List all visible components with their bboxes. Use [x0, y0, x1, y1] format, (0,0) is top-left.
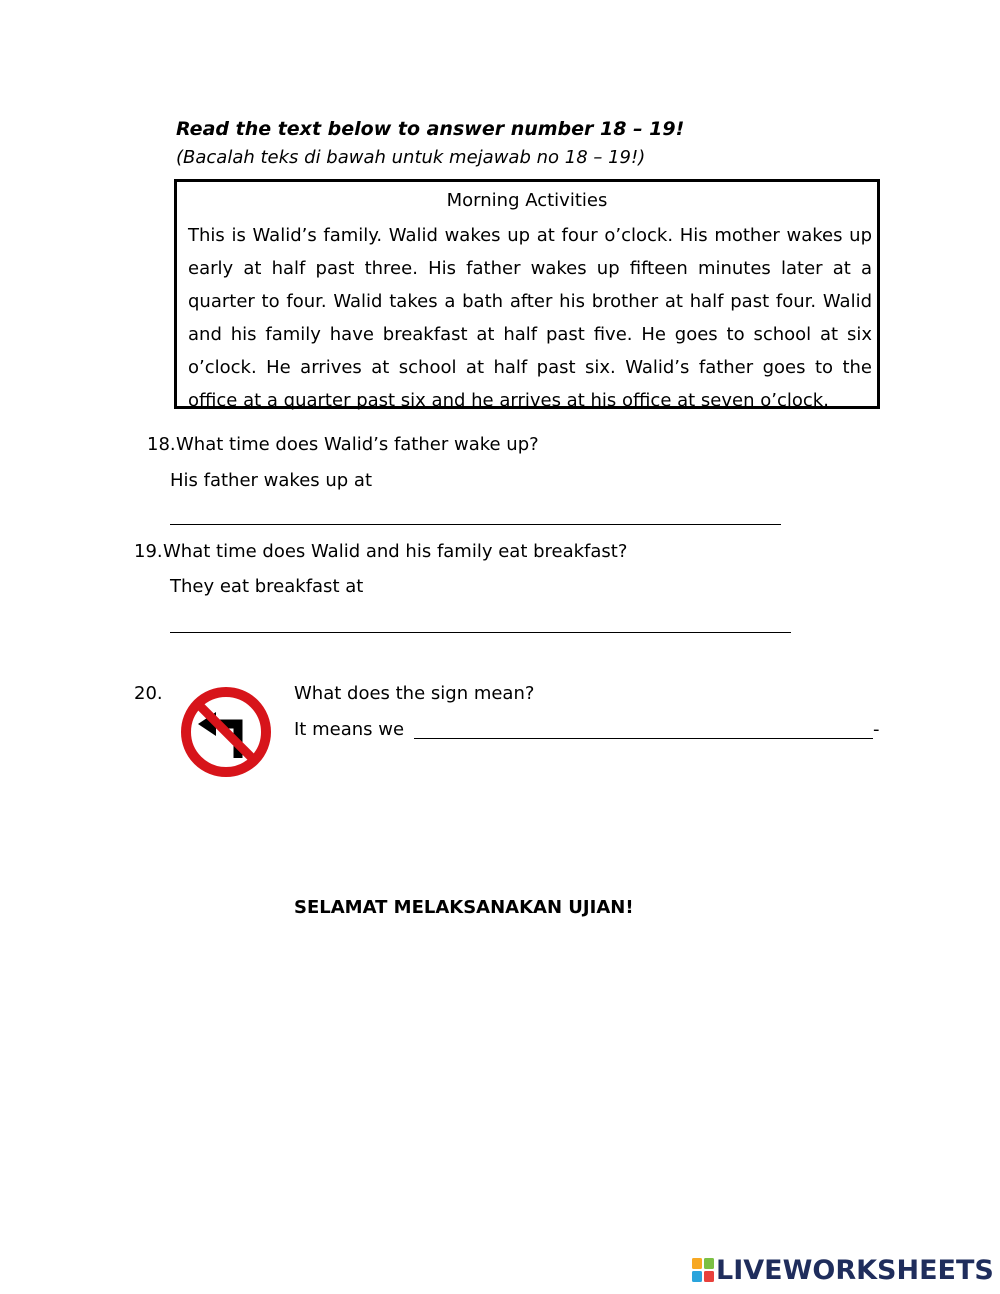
- reading-box-body: This is Walid’s family. Walid wakes up at four o’clock. His mother wakes up early at half past three. His father wakes up fifteen minutes later at a quarter to four. Walid takes a bath after his brother at half past four. Walid and his family have breakfast at half past five. He goes to school at six o’clock. He arrives at school at half past six. Walid’s father goes to the office at a quarter past six and he arrives at his office at seven o’clock.: [188, 225, 872, 411]
- question-18-answer-prompt: His father wakes up at: [170, 470, 373, 491]
- question-19-number: 19.: [134, 541, 163, 562]
- liveworksheets-logo-icon: [692, 1258, 714, 1282]
- liveworksheets-brand: [692, 1254, 994, 1286]
- question-19-text: What time does Walid and his family eat breakfast?: [163, 541, 628, 562]
- question-19-answer-line[interactable]: [170, 632, 791, 633]
- question-20-answer-line[interactable]: [414, 738, 873, 739]
- question-18-number: 18.: [147, 434, 176, 455]
- question-20-answer-suffix: -: [873, 719, 880, 740]
- question-20-answer-prompt: It means we: [294, 719, 405, 740]
- no-left-turn-sign-icon: [180, 686, 272, 778]
- instructions-subtitle: (Bacalah teks di bawah untuk mejawab no 18 – 19!): [176, 147, 646, 168]
- brand-name: LIVEWORKSHEETS: [716, 1254, 994, 1286]
- question-20-number: 20.: [134, 683, 163, 704]
- closing-message: SELAMAT MELAKSANAKAN UJIAN!: [294, 897, 634, 918]
- question-18-answer-line[interactable]: [170, 524, 781, 525]
- question-19-answer-prompt: They eat breakfast at: [170, 576, 364, 597]
- reading-box-title: Morning Activities: [446, 190, 608, 211]
- instructions-title: Read the text below to answer number 18 – 19!: [176, 118, 685, 140]
- reading-box: [174, 179, 880, 409]
- question-18-text: What time does Walid’s father wake up?: [176, 434, 539, 455]
- question-20-text: What does the sign mean?: [294, 683, 535, 704]
